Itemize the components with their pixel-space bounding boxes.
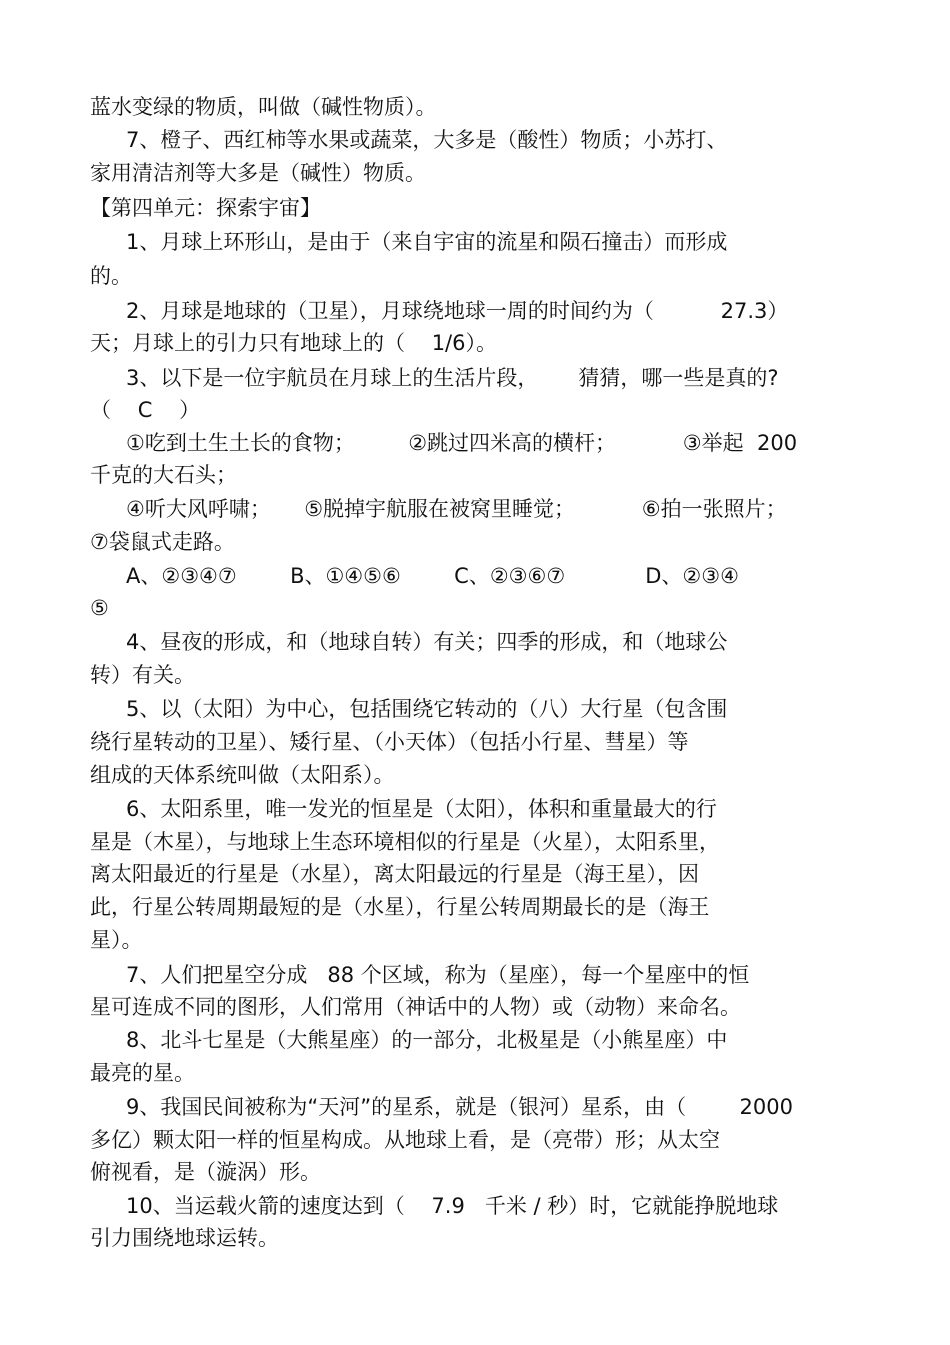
text-line: 2、月球是地球的（卫星），月球绕地球一周的时间约为（ 27.3） (126, 299, 789, 323)
text-line: ⑦袋鼠式走路。 (90, 530, 235, 554)
text-line: 5、以（太阳）为中心，包括围绕它转动的（八）大行星（包含围 (126, 697, 728, 721)
text-line: 9、我国民间被称为“天河”的星系，就是（银河）星系，由（ 2000 (126, 1095, 793, 1119)
text-line: 蓝水变绿的物质，叫做（碱性物质）。 (90, 95, 437, 119)
text-line: 6、太阳系里，唯一发光的恒星是（太阳），体积和重量最大的行 (126, 797, 717, 821)
text-line: 10、当运载火箭的速度达到（ 7.9 千米 / 秒）时，它就能挣脱地球 (126, 1194, 779, 1218)
text-line: 3、以下是一位宇航员在月球上的生活片段， 猜猜，哪一些是真的? (126, 366, 779, 390)
section-heading: 【第四单元：探索宇宙】 (90, 196, 321, 220)
text-line: A、②③④⑦ B、①④⑤⑥ C、②③⑥⑦ D、②③④ (126, 564, 739, 588)
text-line: ①吃到土生土长的食物； ②跳过四米高的横杆； ③举起 200 (126, 431, 798, 455)
text-line: 星是（木星），与地球上生态环境相似的行星是（火星），太阳系里， (90, 830, 720, 854)
text-line: 星）。 (90, 928, 143, 952)
text-line: 最亮的星。 (90, 1061, 195, 1085)
text-line: 多亿）颗太阳一样的恒星构成。从地球上看，是（亮带）形；从太空 (90, 1128, 720, 1152)
text-line: 1、月球上环形山，是由于（来自宇宙的流星和陨石撞击）而形成 (126, 230, 728, 254)
text-line: 俯视看，是（漩涡）形。 (90, 1160, 321, 1184)
text-line: 引力围绕地球运转。 (90, 1226, 279, 1250)
text-line: 家用清洁剂等大多是（碱性）物质。 (90, 161, 426, 185)
text-line: 转）有关。 (90, 663, 195, 687)
text-line: 4、昼夜的形成，和（地球自转）有关；四季的形成，和（地球公 (126, 630, 728, 654)
text-line: 此，行星公转周期最短的是（水星），行星公转周期最长的是（海王 (90, 895, 710, 919)
text-line: ⑤ (90, 596, 109, 620)
text-line: 的。 (90, 264, 132, 288)
text-line: 离太阳最近的行星是（水星），离太阳最远的行星是（海王星），因 (90, 862, 699, 886)
text-line: ④听大风呼啸； ⑤脱掉宇航服在被窝里睡觉； ⑥拍一张照片； (126, 497, 787, 521)
text-line: 组成的天体系统叫做（太阳系）。 (90, 763, 395, 787)
text-line: 绕行星转动的卫星）、矮行星、（小天体）（包括小行星、彗星）等 (90, 730, 689, 754)
text-line: 7、人们把星空分成 88 个区域，称为（星座），每一个星座中的恒 (126, 963, 750, 987)
text-line: 千克的大石头； (90, 463, 237, 487)
text-line: 8、北斗七星是（大熊星座）的一部分，北极星是（小熊星座）中 (126, 1028, 728, 1052)
text-line: 天；月球上的引力只有地球上的（ 1/6）。 (90, 331, 497, 355)
text-line: 7、橙子、西红柿等水果或蔬菜，大多是（酸性）物质；小苏打、 (126, 128, 728, 152)
text-line: 星可连成不同的图形，人们常用（神话中的人物）或（动物）来命名。 (90, 995, 741, 1019)
text-line: （ C ） (90, 398, 201, 422)
